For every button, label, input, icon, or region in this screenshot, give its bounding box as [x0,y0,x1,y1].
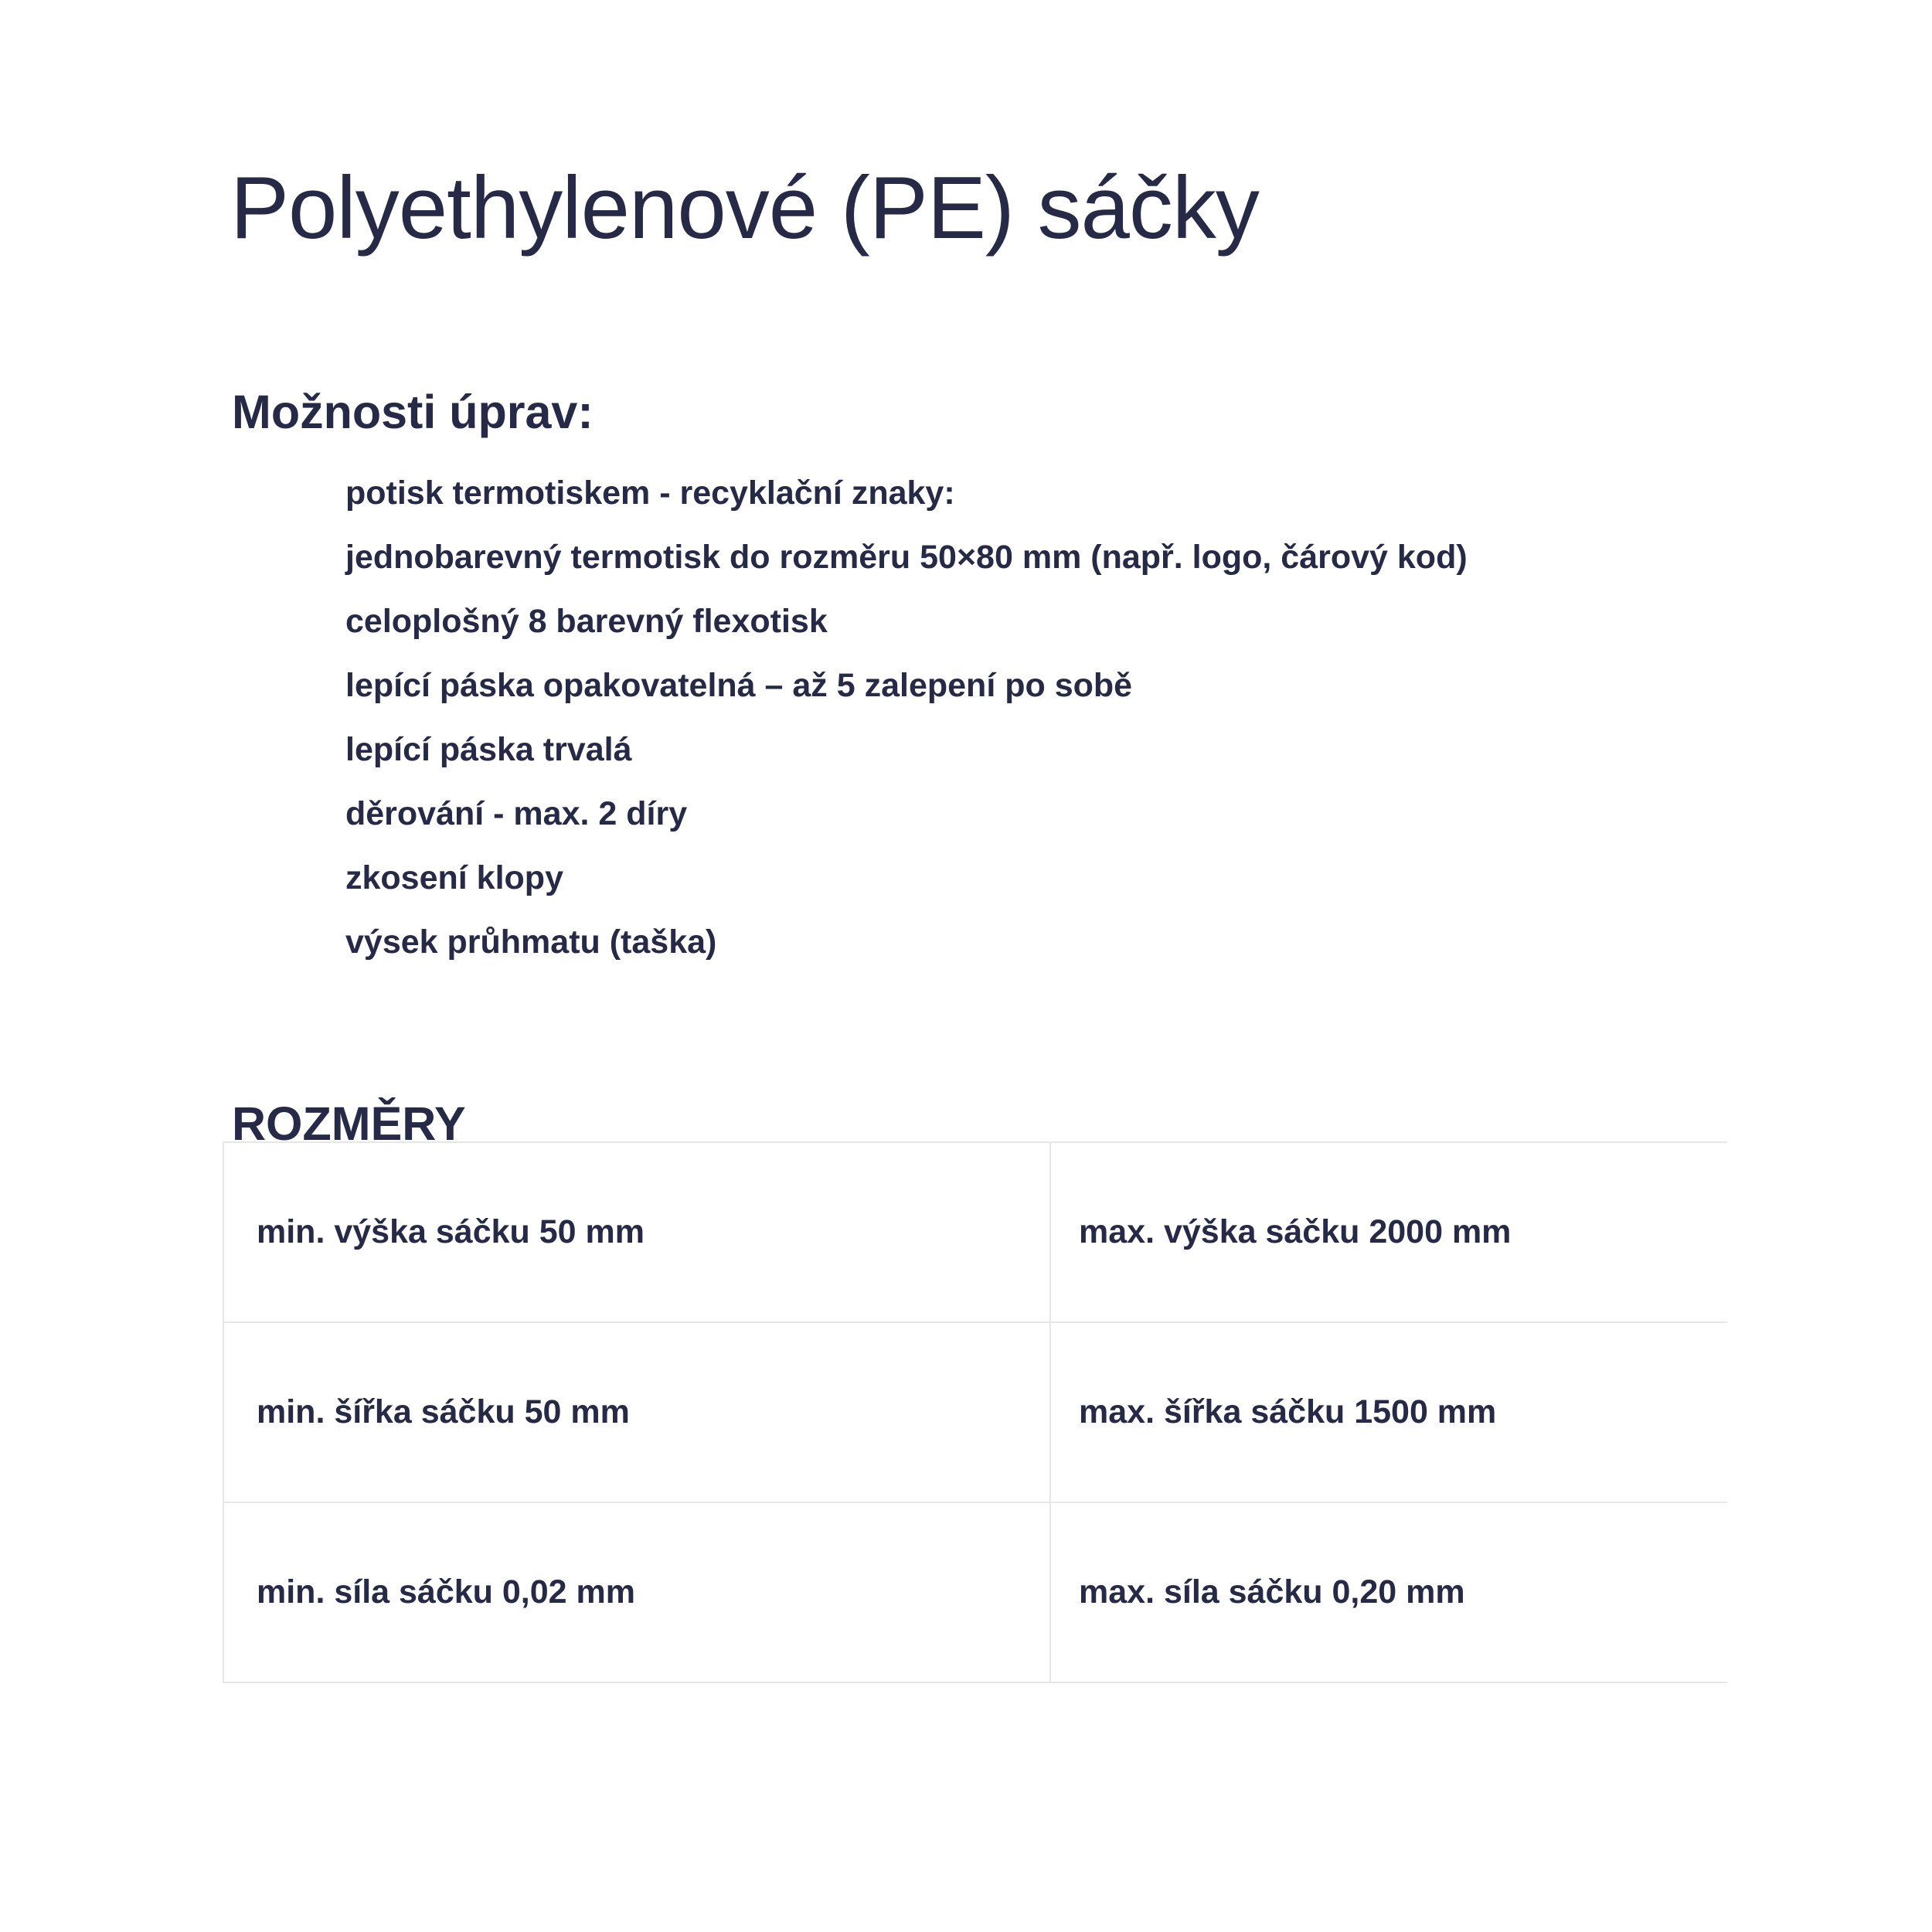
list-item: lepící páska opakovatelná – až 5 zalepení po sobě [345,667,1133,704]
options-list [345,461,1468,975]
table-row [224,1323,1727,1503]
table-cell-min-height: min. výška sáčku 50 mm [224,1143,1051,1321]
list-item: lepící páska trvalá [345,731,632,768]
table-cell-max-width: max. šířka sáčku 1500 mm [1079,1393,1497,1430]
table-row [224,1143,1727,1323]
table-cell-max-thickness: max. síla sáčku 0,20 mm [1079,1573,1465,1611]
table-cell-max-height: max. výška sáčku 2000 mm [1079,1213,1512,1250]
dimensions-section-heading: ROZMĚRY [232,1097,466,1150]
list-item: zkosení klopy [345,859,563,896]
options-section-heading: Možnosti úprav: [232,385,594,438]
dimensions-table [223,1141,1727,1683]
page-title: Polyethylenové (PE) sáčky [230,159,1259,258]
table-cell-min-thickness: min. síla sáčku 0,02 mm [224,1503,1051,1682]
list-item: děrování - max. 2 díry [345,795,688,832]
list-item: výsek průhmatu (taška) [345,923,717,961]
table-row [224,1503,1727,1683]
list-item: jednobarevný termotisk do rozměru 50×80 mm (např. logo, čárový kod) [345,539,1468,576]
table-cell-min-width: min. šířka sáčku 50 mm [224,1323,1051,1502]
list-item: celoplošný 8 barevný flexotisk [345,603,828,640]
list-item: potisk termotiskem - recyklační znaky: [345,474,955,512]
